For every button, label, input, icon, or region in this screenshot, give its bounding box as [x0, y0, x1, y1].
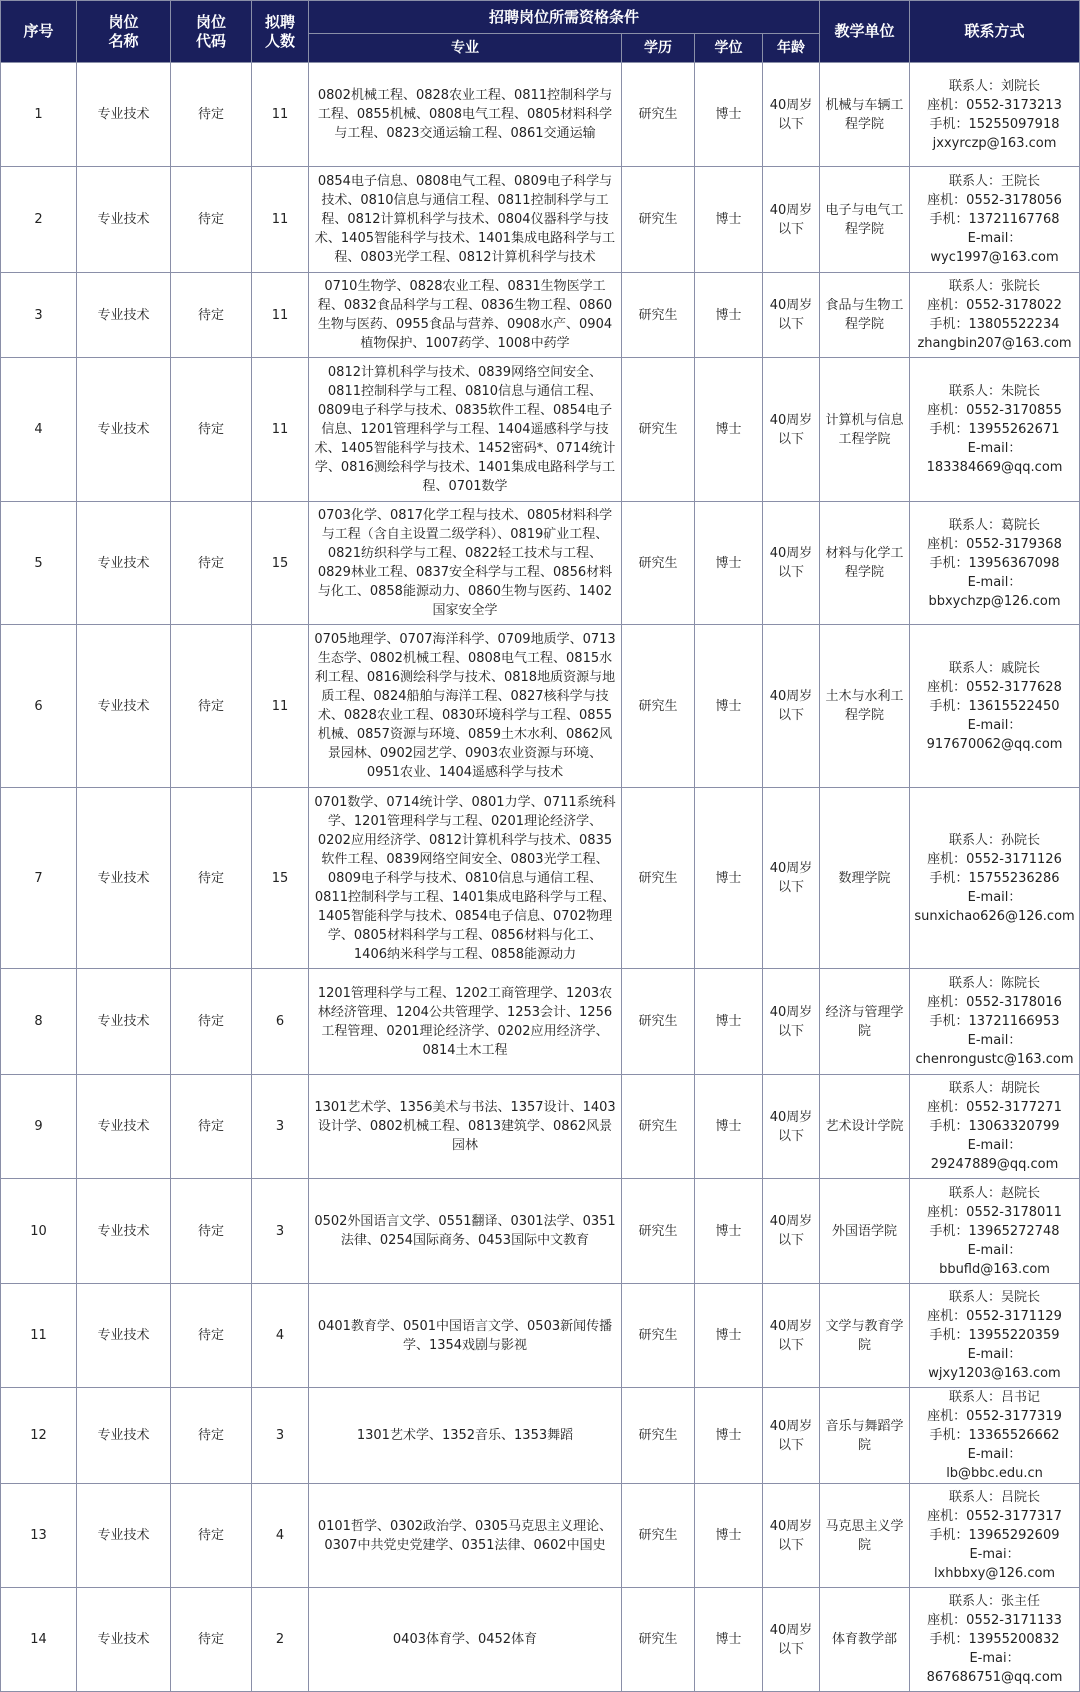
cell-post-name: 专业技术 [77, 1484, 171, 1588]
cell-seq: 4 [1, 358, 77, 502]
cell-headcount: 11 [252, 63, 309, 167]
cell-post-code: 待定 [171, 1075, 252, 1179]
contact-mobile: 手机：13955220359 [929, 1328, 1060, 1343]
header-unit: 教学单位 [820, 1, 910, 63]
cell-major: 0703化学、0817化学工程与技术、0805材料科学与工程（含自主设置二级学科）、0819矿业工程、0821纺织科学与工程、0822轻工技术与工程、0829林业工程、0837安全科学与工程、0856材料与化工、0858能源动力、0860生物与医药、1402国家安全学 [309, 502, 622, 625]
cell-post-name: 专业技术 [77, 502, 171, 625]
contact-email-label: E-mai： [969, 1547, 1020, 1562]
contact-email-label: E-mail： [967, 1242, 1022, 1258]
cell-contact [910, 1075, 1080, 1179]
cell-post-name: 专业技术 [77, 358, 171, 502]
cell-post-code: 待定 [171, 358, 252, 502]
contact-phone: 座机：0552-3179368 [927, 536, 1062, 552]
cell-unit: 食品与生物工程学院 [820, 273, 910, 358]
cell-seq: 6 [1, 625, 77, 788]
cell-education: 研究生 [622, 358, 695, 502]
cell-age: 40周岁以下 [763, 969, 820, 1075]
cell-post-code: 待定 [171, 63, 252, 167]
contact-person: 联系人：王院长 [949, 174, 1041, 189]
contact-email-label: E-mail： [967, 889, 1022, 905]
contact-email[interactable]: lxhbbxy@126.com [933, 1566, 1056, 1581]
cell-education: 研究生 [622, 969, 695, 1075]
cell-headcount: 6 [252, 969, 309, 1075]
cell-major: 0705地理学、0707海洋科学、0709地质学、0713生态学、0802机械工程、0808电气工程、0815水利工程、0816测绘科学与技术、0818地质资源与地质工程、0824船舶与海洋工程、0827核科学与技术、0828农业工程、0830环境科学与工程、0855机械、0857资源与环境、0859土木水利、0862风景园林、0902园艺学、0903农业资源与环境、0951农业、1404遥感科学与技术 [309, 625, 622, 788]
cell-education: 研究生 [622, 1388, 695, 1484]
cell-post-code: 待定 [171, 1179, 252, 1284]
contact-email[interactable]: wyc1997@163.com [930, 250, 1059, 265]
cell-degree: 博士 [695, 358, 763, 502]
header-degree: 学位 [695, 34, 763, 63]
cell-major: 0403体育学、0452体育 [309, 1588, 622, 1692]
cell-unit: 体育教学部 [820, 1588, 910, 1692]
contact-phone: 座机：0552-3171133 [927, 1613, 1062, 1628]
contact-person: 联系人：吕院长 [949, 1490, 1041, 1505]
cell-post-code: 待定 [171, 1484, 252, 1588]
contact-phone: 座机：0552-3178056 [927, 193, 1062, 208]
contact-email[interactable]: bbufld@163.com [939, 1261, 1050, 1277]
cell-seq: 5 [1, 502, 77, 625]
cell-seq: 8 [1, 969, 77, 1075]
contact-email[interactable]: 917670062@qq.com [926, 736, 1063, 752]
cell-major: 0502外国语言文学、0551翻译、0301法学、0351法律、0254国际商务、0453国际中文教育 [309, 1179, 622, 1284]
cell-unit: 土木与水利工程学院 [820, 625, 910, 788]
cell-age: 40周岁以下 [763, 358, 820, 502]
cell-education: 研究生 [622, 273, 695, 358]
cell-headcount: 4 [252, 1284, 309, 1388]
cell-seq: 11 [1, 1284, 77, 1388]
cell-post-name: 专业技术 [77, 273, 171, 358]
cell-age: 40周岁以下 [763, 63, 820, 167]
contact-email[interactable]: jxxyrczp@163.com [932, 135, 1057, 151]
contact-phone: 座机：0552-3178011 [927, 1204, 1062, 1220]
contact-person: 联系人：刘院长 [949, 78, 1041, 94]
cell-age: 40周岁以下 [763, 1284, 820, 1388]
contact-person: 联系人：朱院长 [949, 384, 1041, 399]
contact-mobile: 手机：13805522234 [929, 317, 1060, 332]
table-row [1, 1484, 1080, 1588]
cell-post-code: 待定 [171, 1388, 252, 1484]
cell-headcount: 3 [252, 1075, 309, 1179]
cell-headcount: 11 [252, 625, 309, 788]
cell-unit: 机械与车辆工程学院 [820, 63, 910, 167]
cell-education: 研究生 [622, 788, 695, 969]
cell-major: 0401教育学、0501中国语言文学、0503新闻传播学、1354戏剧与影视 [309, 1284, 622, 1388]
header-contact: 联系方式 [910, 1, 1080, 63]
table-row [1, 63, 1080, 167]
cell-post-name: 专业技术 [77, 1588, 171, 1692]
cell-unit: 数理学院 [820, 788, 910, 969]
cell-post-name: 专业技术 [77, 167, 171, 273]
contact-email-label: E-mail： [967, 1033, 1022, 1048]
contact-email[interactable]: wjxy1203@163.com [928, 1366, 1061, 1381]
header-major: 专业 [309, 34, 622, 63]
cell-major: 1301艺术学、1352音乐、1353舞蹈 [309, 1388, 622, 1484]
cell-degree: 博士 [695, 969, 763, 1075]
cell-headcount: 2 [252, 1588, 309, 1692]
cell-headcount: 4 [252, 1484, 309, 1588]
cell-post-code: 待定 [171, 1284, 252, 1388]
contact-mobile: 手机：13721166953 [929, 1014, 1060, 1029]
header-post-name: 岗位名称 [77, 1, 171, 63]
table-row [1, 1075, 1080, 1179]
cell-contact [910, 358, 1080, 502]
contact-email[interactable]: sunxichao626@126.com [914, 908, 1075, 924]
cell-degree: 博士 [695, 273, 763, 358]
table-row [1, 1588, 1080, 1692]
table-row [1, 1388, 1080, 1484]
contact-email[interactable]: 29247889@qq.com [930, 1157, 1059, 1172]
contact-person: 联系人：戚院长 [949, 660, 1041, 676]
cell-post-name: 专业技术 [77, 63, 171, 167]
contact-mobile: 手机：13063320799 [929, 1119, 1060, 1134]
cell-headcount: 11 [252, 358, 309, 502]
cell-seq: 2 [1, 167, 77, 273]
contact-person: 联系人：张主任 [949, 1594, 1041, 1609]
cell-post-code: 待定 [171, 502, 252, 625]
cell-contact [910, 1388, 1080, 1484]
cell-seq: 14 [1, 1588, 77, 1692]
contact-person: 联系人：葛院长 [949, 517, 1041, 533]
contact-email [913, 1445, 1076, 1483]
table-row [1, 1179, 1080, 1284]
cell-age: 40周岁以下 [763, 1179, 820, 1284]
cell-degree: 博士 [695, 788, 763, 969]
cell-unit: 材料与化学工程学院 [820, 502, 910, 625]
contact-mobile: 手机：13955200832 [929, 1632, 1060, 1647]
cell-degree: 博士 [695, 1588, 763, 1692]
header-conditions: 招聘岗位所需资格条件 [309, 1, 820, 34]
cell-education: 研究生 [622, 502, 695, 625]
cell-headcount: 15 [252, 788, 309, 969]
cell-major: 1301艺术学、1356美术与书法、1357设计、1403设计学、0802机械工程、0813建筑学、0862风景园林 [309, 1075, 622, 1179]
contact-phone: 座机：0552-3171126 [927, 851, 1062, 867]
contact-person: 联系人：吴院长 [949, 1290, 1041, 1305]
cell-post-code: 待定 [171, 625, 252, 788]
contact-mobile: 手机：13965272748 [929, 1223, 1060, 1239]
contact-email-label: E-mai： [969, 1651, 1020, 1666]
cell-age: 40周岁以下 [763, 1388, 820, 1484]
cell-post-name: 专业技术 [77, 1075, 171, 1179]
cell-major: 0812计算机科学与技术、0839网络空间安全、0811控制科学与工程、0810信息与通信工程、0809电子科学与技术、0835软件工程、0854电子信息、1201管理科学与工程、1404遥感科学与技术、1405智能科学与技术、1452密码*、0714统计学、0816测绘科学与技术、1401集成电路科学与工程、0701数学 [309, 358, 622, 502]
table-row [1, 969, 1080, 1075]
header-headcount: 拟聘人数 [252, 1, 309, 63]
contact-phone: 座机：0552-3173213 [927, 97, 1062, 113]
cell-unit: 经济与管理学院 [820, 969, 910, 1075]
cell-contact [910, 167, 1080, 273]
cell-education: 研究生 [622, 167, 695, 273]
cell-education: 研究生 [622, 625, 695, 788]
contact-phone: 座机：0552-3170855 [927, 403, 1062, 418]
contact-email-label: E-mail： [967, 1447, 1022, 1462]
contact-person: 联系人：陈院长 [949, 976, 1041, 991]
contact-phone: 座机：0552-3177628 [927, 679, 1062, 695]
cell-age: 40周岁以下 [763, 502, 820, 625]
cell-headcount: 3 [252, 1179, 309, 1284]
cell-major: 0701数学、0714统计学、0801力学、0711系统科学、1201管理科学与工程、0201理论经济学、0202应用经济学、0812计算机科学与技术、0835软件工程、0839网络空间安全、0803光学工程、0809电子科学与技术、0810信息与通信工程、0811控制科学与工程、1401集成电路科学与工程、1405智能科学与技术、0854电子信息、0702物理学、0805材料科学与工程、0856材料与化工、1406纳米科学与工程、0858能源动力 [309, 788, 622, 969]
contact-phone: 座机：0552-3178016 [927, 995, 1062, 1010]
contact-email-label: E-mail： [967, 574, 1022, 590]
cell-major: 0710生物学、0828农业工程、0831生物医学工程、0832食品科学与工程、0836生物工程、0860生物与医药、0955食品与营养、0908水产、0904植物保护、1007药学、1008中药学 [309, 273, 622, 358]
cell-seq: 3 [1, 273, 77, 358]
cell-post-name: 专业技术 [77, 1284, 171, 1388]
cell-contact [910, 502, 1080, 625]
cell-unit: 音乐与舞蹈学院 [820, 1388, 910, 1484]
cell-post-code: 待定 [171, 273, 252, 358]
cell-education: 研究生 [622, 1179, 695, 1284]
contact-mobile: 手机：13955262671 [929, 422, 1060, 437]
cell-contact [910, 1284, 1080, 1388]
cell-degree: 博士 [695, 1388, 763, 1484]
cell-post-code: 待定 [171, 788, 252, 969]
contact-mobile: 手机：15755236286 [929, 870, 1060, 886]
contact-email[interactable]: 867686751@qq.com [926, 1670, 1063, 1685]
cell-seq: 9 [1, 1075, 77, 1179]
cell-degree: 博士 [695, 1284, 763, 1388]
cell-post-code: 待定 [171, 969, 252, 1075]
table-row [1, 788, 1080, 969]
cell-seq: 1 [1, 63, 77, 167]
contact-email[interactable]: 183384669@qq.com [926, 460, 1063, 475]
cell-degree: 博士 [695, 1075, 763, 1179]
contact-email-label: E-mail： [967, 441, 1022, 456]
cell-education: 研究生 [622, 1075, 695, 1179]
cell-post-name: 专业技术 [77, 625, 171, 788]
contact-email-address[interactable]: lb@bbc.edu.cn [946, 1466, 1043, 1481]
cell-post-name: 专业技术 [77, 1388, 171, 1484]
cell-seq: 10 [1, 1179, 77, 1284]
contact-phone: 座机：0552-3178022 [927, 298, 1062, 313]
contact-mobile: 手机：13615522450 [929, 698, 1060, 714]
contact-email-label: E-mail： [967, 1347, 1022, 1362]
cell-contact [910, 969, 1080, 1075]
cell-headcount: 15 [252, 502, 309, 625]
cell-age: 40周岁以下 [763, 1484, 820, 1588]
cell-degree: 博士 [695, 1179, 763, 1284]
contact-mobile: 手机：13365526662 [929, 1428, 1060, 1443]
cell-age: 40周岁以下 [763, 1588, 820, 1692]
header-education: 学历 [622, 34, 695, 63]
contact-mobile: 手机：13956367098 [929, 555, 1060, 571]
cell-unit: 艺术设计学院 [820, 1075, 910, 1179]
contact-person: 联系人：吕书记 [949, 1390, 1041, 1405]
cell-unit: 电子与电气工程学院 [820, 167, 910, 273]
cell-degree: 博士 [695, 1484, 763, 1588]
table-row [1, 358, 1080, 502]
cell-contact [910, 1484, 1080, 1588]
cell-contact [910, 1588, 1080, 1692]
contact-mobile: 手机：15255097918 [929, 116, 1060, 132]
contact-person: 联系人：孙院长 [949, 832, 1041, 848]
cell-headcount: 11 [252, 167, 309, 273]
contact-person: 联系人：赵院长 [949, 1185, 1041, 1201]
cell-post-name: 专业技术 [77, 969, 171, 1075]
contact-email-label: E-mail： [967, 231, 1022, 246]
cell-degree: 博士 [695, 167, 763, 273]
header-seq: 序号 [1, 1, 77, 63]
table-row [1, 502, 1080, 625]
cell-headcount: 3 [252, 1388, 309, 1484]
cell-age: 40周岁以下 [763, 625, 820, 788]
cell-contact [910, 1179, 1080, 1284]
cell-post-name: 专业技术 [77, 788, 171, 969]
header-age: 年龄 [763, 34, 820, 63]
contact-email-label: E-mail： [967, 1138, 1022, 1153]
cell-contact [910, 63, 1080, 167]
cell-contact [910, 625, 1080, 788]
contact-email[interactable]: chenrongustc@163.com [915, 1052, 1074, 1067]
table-row [1, 625, 1080, 788]
cell-unit: 外国语学院 [820, 1179, 910, 1284]
cell-age: 40周岁以下 [763, 167, 820, 273]
cell-education: 研究生 [622, 1284, 695, 1388]
cell-age: 40周岁以下 [763, 1075, 820, 1179]
contact-phone: 座机：0552-3177271 [927, 1100, 1062, 1115]
contact-phone: 座机：0552-3171129 [927, 1309, 1062, 1324]
cell-degree: 博士 [695, 625, 763, 788]
cell-seq: 13 [1, 1484, 77, 1588]
contact-phone: 座机：0552-3177317 [927, 1509, 1062, 1524]
cell-post-code: 待定 [171, 167, 252, 273]
contact-mobile: 手机：13721167768 [929, 212, 1060, 227]
cell-contact [910, 273, 1080, 358]
cell-degree: 博士 [695, 63, 763, 167]
header-post-code: 岗位代码 [171, 1, 252, 63]
cell-seq: 7 [1, 788, 77, 969]
cell-major: 0101哲学、0302政治学、0305马克思主义理论、0307中共党史党建学、0351法律、0602中国史 [309, 1484, 622, 1588]
contact-email[interactable]: zhangbin207@163.com [917, 336, 1072, 351]
contact-email-label: E-mail： [967, 717, 1022, 733]
cell-age: 40周岁以下 [763, 788, 820, 969]
table-row [1, 273, 1080, 358]
cell-major: 0854电子信息、0808电气工程、0809电子科学与技术、0810信息与通信工程、0811控制科学与工程、0812计算机科学与技术、0804仪器科学与技术、1405智能科学与技术、1401集成电路科学与工程、0803光学工程、0812计算机科学与技术 [309, 167, 622, 273]
cell-contact [910, 788, 1080, 969]
contact-person: 联系人：张院长 [949, 279, 1041, 294]
cell-education: 研究生 [622, 1484, 695, 1588]
cell-post-code: 待定 [171, 1588, 252, 1692]
contact-email[interactable]: bbxychzp@126.com [928, 593, 1061, 609]
cell-major: 0802机械工程、0828农业工程、0811控制科学与工程、0855机械、0808电气工程、0805材料科学与工程、0823交通运输工程、0861交通运输 [309, 63, 622, 167]
contact-phone: 座机：0552-3177319 [927, 1409, 1062, 1424]
contact-person: 联系人：胡院长 [949, 1081, 1041, 1096]
cell-education: 研究生 [622, 1588, 695, 1692]
cell-major: 1201管理科学与工程、1202工商管理学、1203农林经济管理、1204公共管理学、1253会计、1256工程管理、0201理论经济学、0202应用经济学、0814土木工程 [309, 969, 622, 1075]
cell-post-name: 专业技术 [77, 1179, 171, 1284]
cell-unit: 计算机与信息工程学院 [820, 358, 910, 502]
cell-age: 40周岁以下 [763, 273, 820, 358]
contact-mobile: 手机：13965292609 [929, 1528, 1060, 1543]
cell-headcount: 11 [252, 273, 309, 358]
cell-degree: 博士 [695, 502, 763, 625]
table-row [1, 1284, 1080, 1388]
cell-education: 研究生 [622, 63, 695, 167]
cell-unit: 文学与教育学院 [820, 1284, 910, 1388]
cell-seq: 12 [1, 1388, 77, 1484]
table-row [1, 167, 1080, 273]
cell-unit: 马克思主义学院 [820, 1484, 910, 1588]
